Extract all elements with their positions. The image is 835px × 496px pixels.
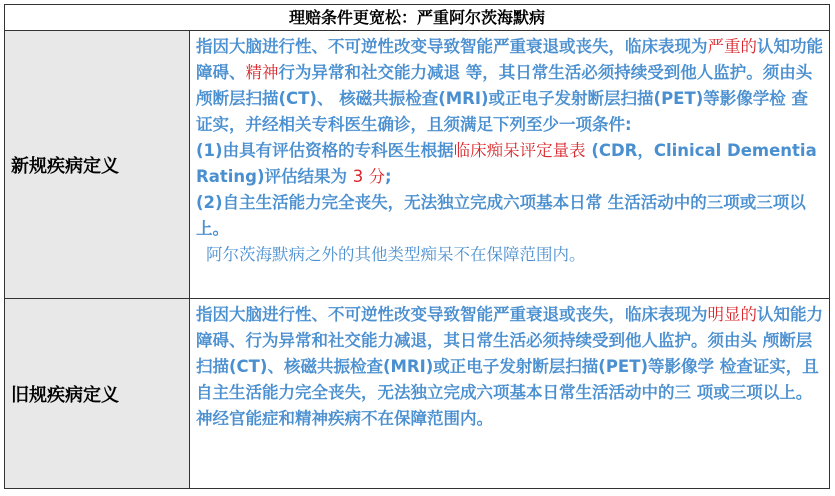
exclusion-note: 阿尔茨海默病之外的其他类型痴呆不在保障范围内。 [206, 245, 586, 264]
highlight-text: 临床痴呆评定量表 [453, 141, 586, 160]
text-segment: (CDR，Clinical Dementia Rating)评估结果为 [196, 141, 817, 186]
text-segment: 认知能力障碍、行为异常和社交能力减退，其日常生活必须持续受到他人监护。须由头 颅断层扫描(CT)、核磁共振检查(MRI)或正电子发射断层扫描(PET)等影像学 检查证实，且自主生活能力完全丧失，无法独立完成六项基本日常生活活动中的三 项或三项以上。 [196, 305, 823, 402]
table-row-old-definition [5, 299, 830, 489]
text-segment: (1)由具有评估资格的专科医生根据 [196, 141, 454, 160]
text-segment: 指因大脑进行性、不可逆性改变导致智能严重衰退或丧失，临床表现为 [196, 37, 708, 56]
condition-2: (2)自主生活能力完全丧失，无法独立完成六项基本日常 生活活动中的三项或三项以上。 [196, 193, 806, 238]
comparison-table [4, 4, 830, 489]
text-segment: ; [384, 167, 392, 186]
new-definition-paragraph [196, 34, 823, 138]
old-definition-paragraph [196, 302, 823, 406]
text-segment: 认知功能障碍、 [196, 37, 823, 82]
text-segment: 行为异常和社交能力减退 等，其日常生活必须持续受到他人监护。须由头颅断层扫描(CT)、 核磁共振检查(MRI)或正电子发射断层扫描(PET)等影像学检 查证实，并经相关专科医生确诊，且须满足下列至少一项条件: [196, 63, 813, 134]
condition-1 [196, 138, 823, 190]
table-title: 理赔条件更宽松：严重阿尔茨海默病 [5, 5, 830, 31]
row-content-old [190, 299, 830, 489]
row-label-new: 新规疾病定义 [5, 31, 190, 299]
score-highlight: 3 分 [352, 167, 385, 186]
row-label-old: 旧规疾病定义 [5, 299, 190, 489]
table-row-new-definition [5, 31, 830, 299]
row-content-new [190, 31, 830, 299]
highlight-text: 严重的 [707, 37, 757, 56]
highlight-text: 精神 [245, 63, 279, 82]
highlight-text: 明显的 [707, 305, 757, 324]
text-segment: 指因大脑进行性、不可逆性改变导致智能严重衰退或丧失，临床表现为 [196, 305, 708, 324]
exclusion-note: 神经官能症和精神疾病不在保障范围内。 [196, 409, 493, 428]
